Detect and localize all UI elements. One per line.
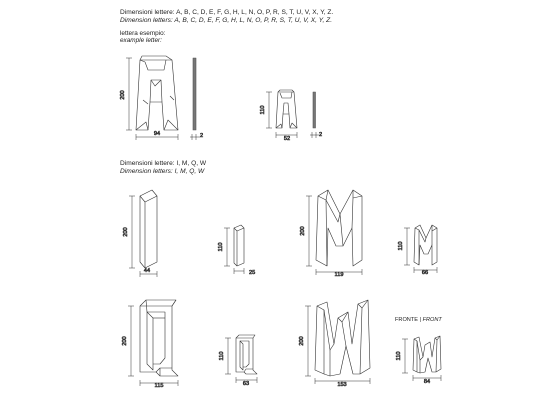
dim-i-small-width: 25 — [249, 270, 256, 276]
dim-a-small — [266, 92, 319, 138]
dim-a-small-width: 52 — [283, 136, 291, 142]
dim-q-small-height: 110 — [219, 351, 225, 361]
header-line-en: Dimension letters: A, B, C, D, E, F, G, H, L, N, O, P, R, S, T, U, V, X, Y, Z. — [120, 17, 333, 24]
letter-m-small — [414, 225, 437, 265]
dim-q-small — [225, 338, 257, 383]
section2-line-en: Dimension letters: I, M, Q, W — [120, 168, 205, 175]
dim-i-large-height: 200 — [123, 227, 129, 237]
dim-w-large-width: 153 — [337, 382, 347, 388]
example-label-en: example letter: — [120, 37, 162, 44]
dim-w-large-height: 200 — [299, 336, 305, 346]
section2-line-it: Dimensioni lettere: I, M, Q, W — [120, 160, 207, 167]
letter-w-small — [413, 336, 441, 373]
dim-i-large-width: 44 — [143, 268, 151, 274]
dim-m-small-height: 110 — [398, 241, 404, 251]
dim-a-small-thickness: 2 — [319, 132, 323, 138]
letter-w-large — [315, 300, 370, 376]
letter-a-small — [276, 90, 297, 128]
dim-w-small — [402, 339, 441, 381]
dim-a-large-height: 200 — [120, 90, 126, 100]
header-line-it: Dimensioni lettere: A, B, C, D, E, F, G, H, L, N, O, P, R, S, T, U, V, X, Y, Z. — [120, 9, 334, 16]
dim-a-large-width: 94 — [153, 131, 161, 137]
dim-m-large-width: 119 — [334, 272, 344, 278]
front-label-sep: | — [419, 317, 422, 323]
dim-q-large-width: 115 — [154, 383, 164, 389]
dim-m-small-width: 66 — [421, 270, 429, 276]
letter-i-small — [234, 225, 244, 266]
letter-a-large — [136, 56, 178, 130]
dim-m-large-height: 200 — [300, 226, 306, 236]
dim-m-large — [306, 196, 362, 275]
example-label-it: lettera esempio: — [120, 30, 166, 37]
letter-i-large — [140, 190, 157, 268]
letter-m-large — [316, 190, 362, 266]
dim-a-large-thickness: 2 — [200, 133, 204, 139]
panel-large — [193, 58, 196, 130]
dim-q-large-height: 200 — [122, 336, 128, 346]
dim-w-small-height: 110 — [396, 351, 402, 361]
dim-w-small-width: 84 — [423, 379, 431, 385]
dim-a-small-height: 110 — [260, 105, 266, 115]
panel-small — [313, 92, 316, 128]
front-label-it: FRONTE — [395, 317, 418, 323]
dim-i-large — [129, 196, 157, 277]
front-label-en: FRONT — [422, 317, 442, 323]
dim-q-small-width: 63 — [242, 381, 250, 387]
letter-q-large — [140, 300, 178, 376]
dim-i-small-height: 110 — [218, 242, 224, 252]
letter-q-small — [236, 335, 257, 374]
